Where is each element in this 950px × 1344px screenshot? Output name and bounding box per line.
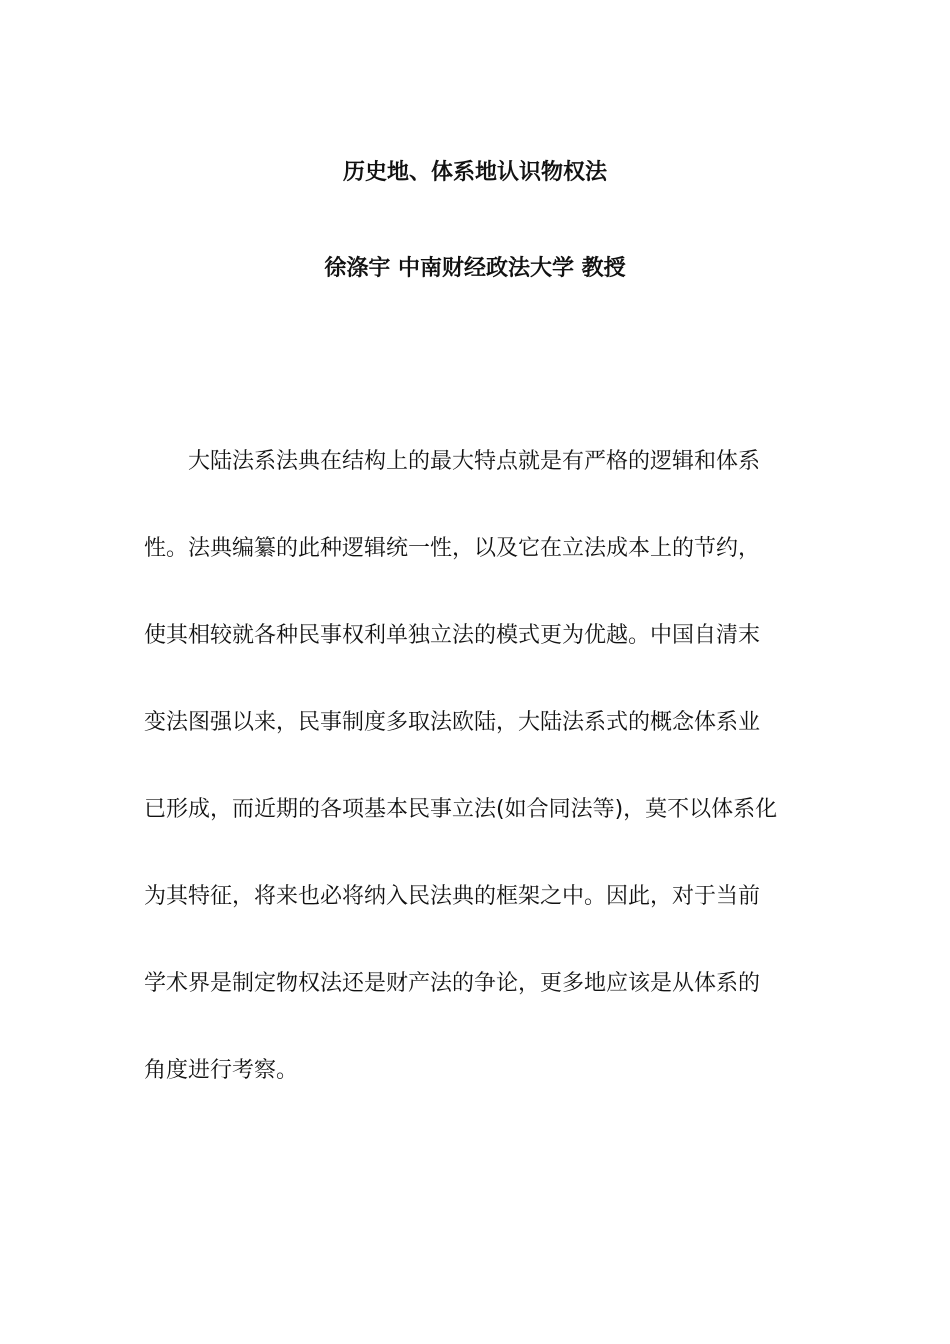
paragraph-line: 已形成，而近期的各项基本民事立法(如合同法等)，莫不以体系化 [144,797,778,822]
body-paragraph [144,418,824,1114]
paragraph-line: 角度进行考察。 [144,1058,299,1083]
paragraph-line: 学术界是制定物权法还是财产法的争论，更多地应该是从体系的 [144,971,761,996]
paragraph-line: 大陆法系法典在结构上的最大特点就是有严格的逻辑和体系 [188,449,761,474]
paragraph-line: 变法图强以来，民事制度多取法欧陆，大陆法系式的概念体系业 [144,710,761,735]
paragraph-line: 使其相较就各种民事权利单独立法的模式更为优越。中国自清末 [144,623,761,648]
author-line: 徐涤宇 中南财经政法大学 教授 [324,256,626,281]
paragraph-line: 为其特征，将来也必将纳入民法典的框架之中。因此，对于当前 [144,884,761,909]
document-title: 历史地、体系地认识物权法 [342,160,607,185]
paragraph-line: 性。法典编纂的此种逻辑统一性，以及它在立法成本上的节约， [144,536,761,561]
